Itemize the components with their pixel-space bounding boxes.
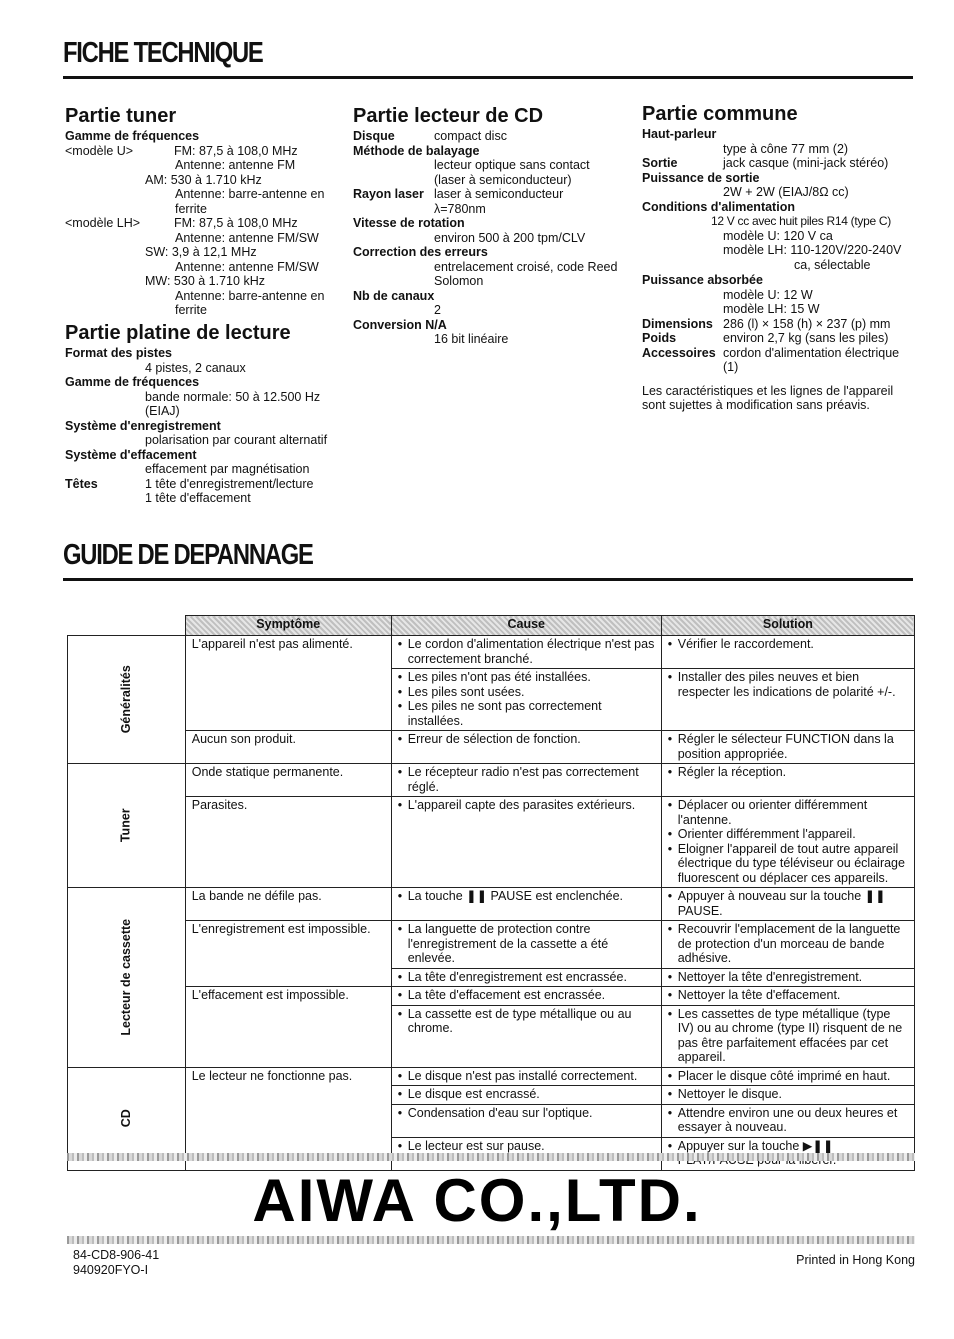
table-row (68, 764, 915, 797)
table-row (68, 636, 915, 669)
commune-acc-val: cordon d'alimentation électrique (723, 345, 900, 360)
tuner-u-fm: FM: 87,5 à 108,0 MHz (174, 143, 298, 158)
guide-title: GUIDE DE DEPANNAGE (63, 539, 313, 571)
header-symptome: Symptôme (185, 616, 391, 636)
solution-item: • Placer le disque côté imprimé en haut. (668, 1069, 908, 1084)
footer-code2: 940920FYO-I (73, 1263, 149, 1277)
commune-poids-label: Poids (642, 331, 677, 345)
cd-canaux-label: Nb de canaux (353, 288, 435, 303)
cause-item: • La cassette est de type métallique ou au chrome. (398, 1007, 655, 1036)
section-generalites (68, 636, 186, 764)
cd-rayon-val2: λ=780nm (434, 201, 486, 216)
commune-heading: Partie commune (642, 103, 798, 125)
symptom-cell: Aucun son produit. (185, 731, 391, 764)
tuner-lh-mw-ant: Antenne: barre-antenne en (175, 288, 325, 303)
solution-item: • Nettoyer le disque. (668, 1087, 908, 1102)
symptom-cell: L'enregistrement est impossible. (185, 921, 391, 987)
commune-sortie-val: jack casque (mini-jack stéréo) (723, 156, 889, 170)
commune-alim-val3: modèle LH: 110-120V/220-240V (723, 243, 902, 257)
section-tuner-label: Tuner (119, 808, 134, 843)
solution-item: • Nettoyer la tête d'effacement. (668, 988, 908, 1003)
cd-canaux-val: 2 (434, 303, 441, 317)
fiche-technique-title: FICHE TECHNIQUE (63, 37, 263, 69)
tuner-lh-fm: FM: 87,5 à 108,0 MHz (174, 216, 298, 230)
tuner-heading: Partie tuner (65, 105, 177, 127)
tuner-lh-fm-ant: Antenne: antenne FM/SW (175, 230, 319, 245)
cd-vitesse-val: environ 500 à 200 tpm/CLV (434, 230, 586, 245)
platine-tetes-label: Têtes (65, 476, 98, 491)
platine-gamme-val2: (EIAJ) (145, 404, 180, 418)
commune-acc-label: Accessoires (642, 345, 716, 360)
commune-alim-val: 12 V cc avec huit piles R14 (type C) (711, 214, 891, 228)
cause-item: • La languette de protection contre l'enregistrement de la cassette a été enlevée. (398, 922, 655, 966)
brand-stripe-bottom (67, 1236, 915, 1244)
solution-item: • Recouvrir l'emplacement de la languette de protection d'un morceau de bande adhésive. (668, 922, 908, 966)
commune-dim-label: Dimensions (642, 316, 713, 331)
brand-stripe-top (67, 1153, 915, 1161)
commune-puiss-sortie-label: Puissance de sortie (642, 170, 760, 185)
section-cassette (68, 888, 186, 1068)
commune-hp-label: Haut-parleur (642, 127, 717, 141)
symptom-cell: Parasites. (185, 797, 391, 888)
solution-item: • Les cassettes de type métallique (type IV) ou au chrome (type II) risquent de ne pas être parfaitement effacées par cet appareil. (668, 1007, 908, 1065)
tuner-u-label: <modèle U> (65, 143, 134, 158)
table-row (68, 1067, 915, 1086)
symptom-cell: Onde statique permanente. (185, 764, 391, 797)
solution-item: • Attendre environ une ou deux heures et essayer à nouveau. (668, 1106, 908, 1135)
solution-item: • Orienter différemment l'appareil. (668, 827, 908, 842)
cd-correction-val: entrelacement croisé, code Reed (434, 259, 618, 274)
platine-section (65, 322, 350, 506)
cause-item: • La tête d'enregistrement est encrassée. (398, 970, 655, 985)
symptom-cell: La bande ne défile pas. (185, 888, 391, 921)
commune-absorb-val2: modèle LH: 15 W (723, 302, 820, 316)
platine-enreg-label: Système d'enregistrement (65, 418, 221, 433)
platine-eff-label: Système d'effacement (65, 447, 197, 462)
solution-item: • Appuyer sur la touche ▶❚❚ (668, 1139, 908, 1168)
tuner-u-fm-ant: Antenne: antenne FM (175, 158, 296, 172)
commune-note2: sont sujettes à modification sans préavis. (642, 398, 870, 412)
footer-codes (73, 1248, 159, 1278)
table-row (68, 888, 915, 921)
cause-item: • Le disque n'est pas installé correctement. (398, 1069, 655, 1084)
commune-alim-label: Conditions d'alimentation (642, 199, 795, 214)
cd-disque-label: Disque (353, 129, 395, 143)
commune-absorb-val: modèle U: 12 W (723, 287, 813, 302)
cause-item: • La tête d'effacement est encrassée. (398, 988, 655, 1003)
cd-section (353, 105, 633, 347)
commune-alim-val2: modèle U: 120 V ca (723, 228, 833, 243)
tuner-gamme-label: Gamme de fréquences (65, 129, 200, 143)
tuner-lh-sw: SW: 3,9 à 12,1 MHz (145, 245, 257, 259)
platine-gamme-val: bande normale: 50 à 12.500 Hz (145, 389, 321, 404)
tuner-lh-label: <modèle LH> (65, 216, 141, 230)
table-row (68, 731, 915, 764)
cause-item: • Le disque est encrassé. (398, 1087, 655, 1102)
header-blank (68, 616, 186, 636)
footer-printed: Printed in Hong Kong (796, 1253, 915, 1267)
cd-balayage-val2: (laser à semiconducteur) (434, 172, 572, 187)
tuner-u-am: AM: 530 à 1.710 kHz (145, 172, 262, 187)
footer-code1: 84-CD8-906-41 (73, 1248, 160, 1262)
platine-tetes-val: 1 tête d'enregistrement/lecture (145, 476, 314, 491)
section-cd-label: CD (119, 1109, 134, 1128)
commune-dim-val: 286 (l) × 158 (h) × 237 (p) mm (723, 316, 891, 331)
commune-section (642, 103, 917, 413)
cause-item: • L'appareil capte des parasites extérieurs. (398, 798, 655, 813)
symptom-cell: Le lecteur ne fonctionne pas. (185, 1067, 391, 1170)
commune-note: Les caractéristiques et les lignes de l'appareil (642, 383, 894, 398)
platine-gamme-label: Gamme de fréquences (65, 375, 200, 389)
header-solution: Solution (661, 616, 914, 636)
cd-correction-label: Correction des erreurs (353, 245, 488, 259)
commune-poids-val: environ 2,7 kg (sans les piles) (723, 331, 889, 345)
platine-heading: Partie platine de lecture (65, 322, 291, 344)
commune-hp-val: type à cône 77 mm (2) (723, 141, 849, 156)
solution-item: • Nettoyer la tête d'enregistrement. (668, 970, 908, 985)
solution-item: • Appuyer à nouveau sur la touche ❚❚ PAUSE. (668, 889, 908, 918)
tuner-u-am-ant: Antenne: barre-antenne en (175, 187, 325, 201)
cd-balayage-val: lecteur optique sans contact (434, 158, 590, 172)
platine-format-val: 4 pistes, 2 canaux (145, 360, 246, 375)
cause-item: • Les piles ne sont pas correctement installées. (398, 699, 655, 728)
cd-correction-val2: Solomon (434, 274, 484, 288)
solution-item: • Vérifier le raccordement. (668, 637, 908, 652)
cause-item: • Les piles sont usées. (398, 685, 655, 700)
cause-item: • Condensation d'eau sur l'optique. (398, 1106, 655, 1121)
tuner-lh-mw-ant2: ferrite (175, 303, 207, 317)
table-row (68, 797, 915, 888)
tuner-section (65, 105, 345, 318)
commune-acc-val2: (1) (723, 360, 739, 374)
solution-item: • Installer des piles neuves et bien respecter les indications de polarité +/-. (668, 670, 908, 699)
section-cassette-label: Lecteur de cassette (119, 918, 134, 1036)
section-generalites-label: Généralités (119, 665, 134, 734)
commune-absorb-label: Puissance absorbée (642, 273, 763, 287)
tuner-lh-mw: MW: 530 à 1.710 kHz (145, 274, 265, 288)
header-cause: Cause (391, 616, 661, 636)
commune-puiss-sortie-val: 2W + 2W (EIAJ/8Ω cc) (723, 185, 849, 199)
solution-item: • Eloigner l'appareil de tout autre appareil électrique du type téléviseur ou éclairage fluorescent ou déplacer ces appareils. (668, 842, 908, 886)
cause-item: • Le récepteur radio n'est pas correctement réglé. (398, 765, 655, 794)
table-row (68, 987, 915, 1006)
symptom-cell: L'effacement est impossible. (185, 987, 391, 1068)
commune-alim-val4: ca, sélectable (794, 257, 871, 272)
cause-item: • Erreur de sélection de fonction. (398, 732, 655, 747)
cd-conversion-val: 16 bit linéaire (434, 332, 509, 346)
cd-disque-val: compact disc (434, 129, 507, 143)
commune-sortie-label: Sortie (642, 156, 678, 170)
symptom-cell: L'appareil n'est pas alimenté. (185, 636, 391, 731)
table-row (68, 921, 915, 969)
platine-eff-val: effacement par magnétisation (145, 462, 310, 476)
brand-logo: AIWA CO.,LTD. (252, 1167, 702, 1234)
cd-heading: Partie lecteur de CD (353, 105, 544, 127)
platine-tetes-val2: 1 tête d'effacement (145, 491, 251, 505)
solution-item: • Régler la réception. (668, 765, 908, 780)
cd-rayon-val: laser à semiconducteur (434, 187, 564, 201)
title-rule (63, 76, 913, 79)
platine-format-label: Format des pistes (65, 346, 172, 360)
section-tuner (68, 764, 186, 888)
cd-rayon-label: Rayon laser (353, 187, 424, 201)
cause-item: • Le lecteur est sur pause. (398, 1139, 655, 1154)
guide-rule (63, 578, 913, 581)
cd-vitesse-label: Vitesse de rotation (353, 216, 465, 230)
platine-enreg-val: polarisation par courant alternatif (145, 433, 328, 447)
cd-balayage-label: Méthode de balayage (353, 143, 480, 158)
cause-item: • Le cordon d'alimentation électrique n'est pas correctement branché. (398, 637, 655, 666)
troubleshooting-table (67, 615, 915, 1171)
cause-item: • Les piles n'ont pas été installées. (398, 670, 655, 685)
tuner-u-am-ant2: ferrite (175, 201, 207, 216)
tuner-lh-sw-ant: Antenne: antenne FM/SW (175, 259, 319, 274)
solution-item: • Régler le sélecteur FUNCTION dans la position appropriée. (668, 732, 908, 761)
table-header-row (68, 616, 915, 636)
cause-item: • La touche ❚❚ PAUSE est enclenchée. (398, 889, 655, 904)
cd-conversion-label: Conversion N/A (353, 317, 447, 332)
solution-item: • Déplacer ou orienter différemment l'antenne. (668, 798, 908, 827)
